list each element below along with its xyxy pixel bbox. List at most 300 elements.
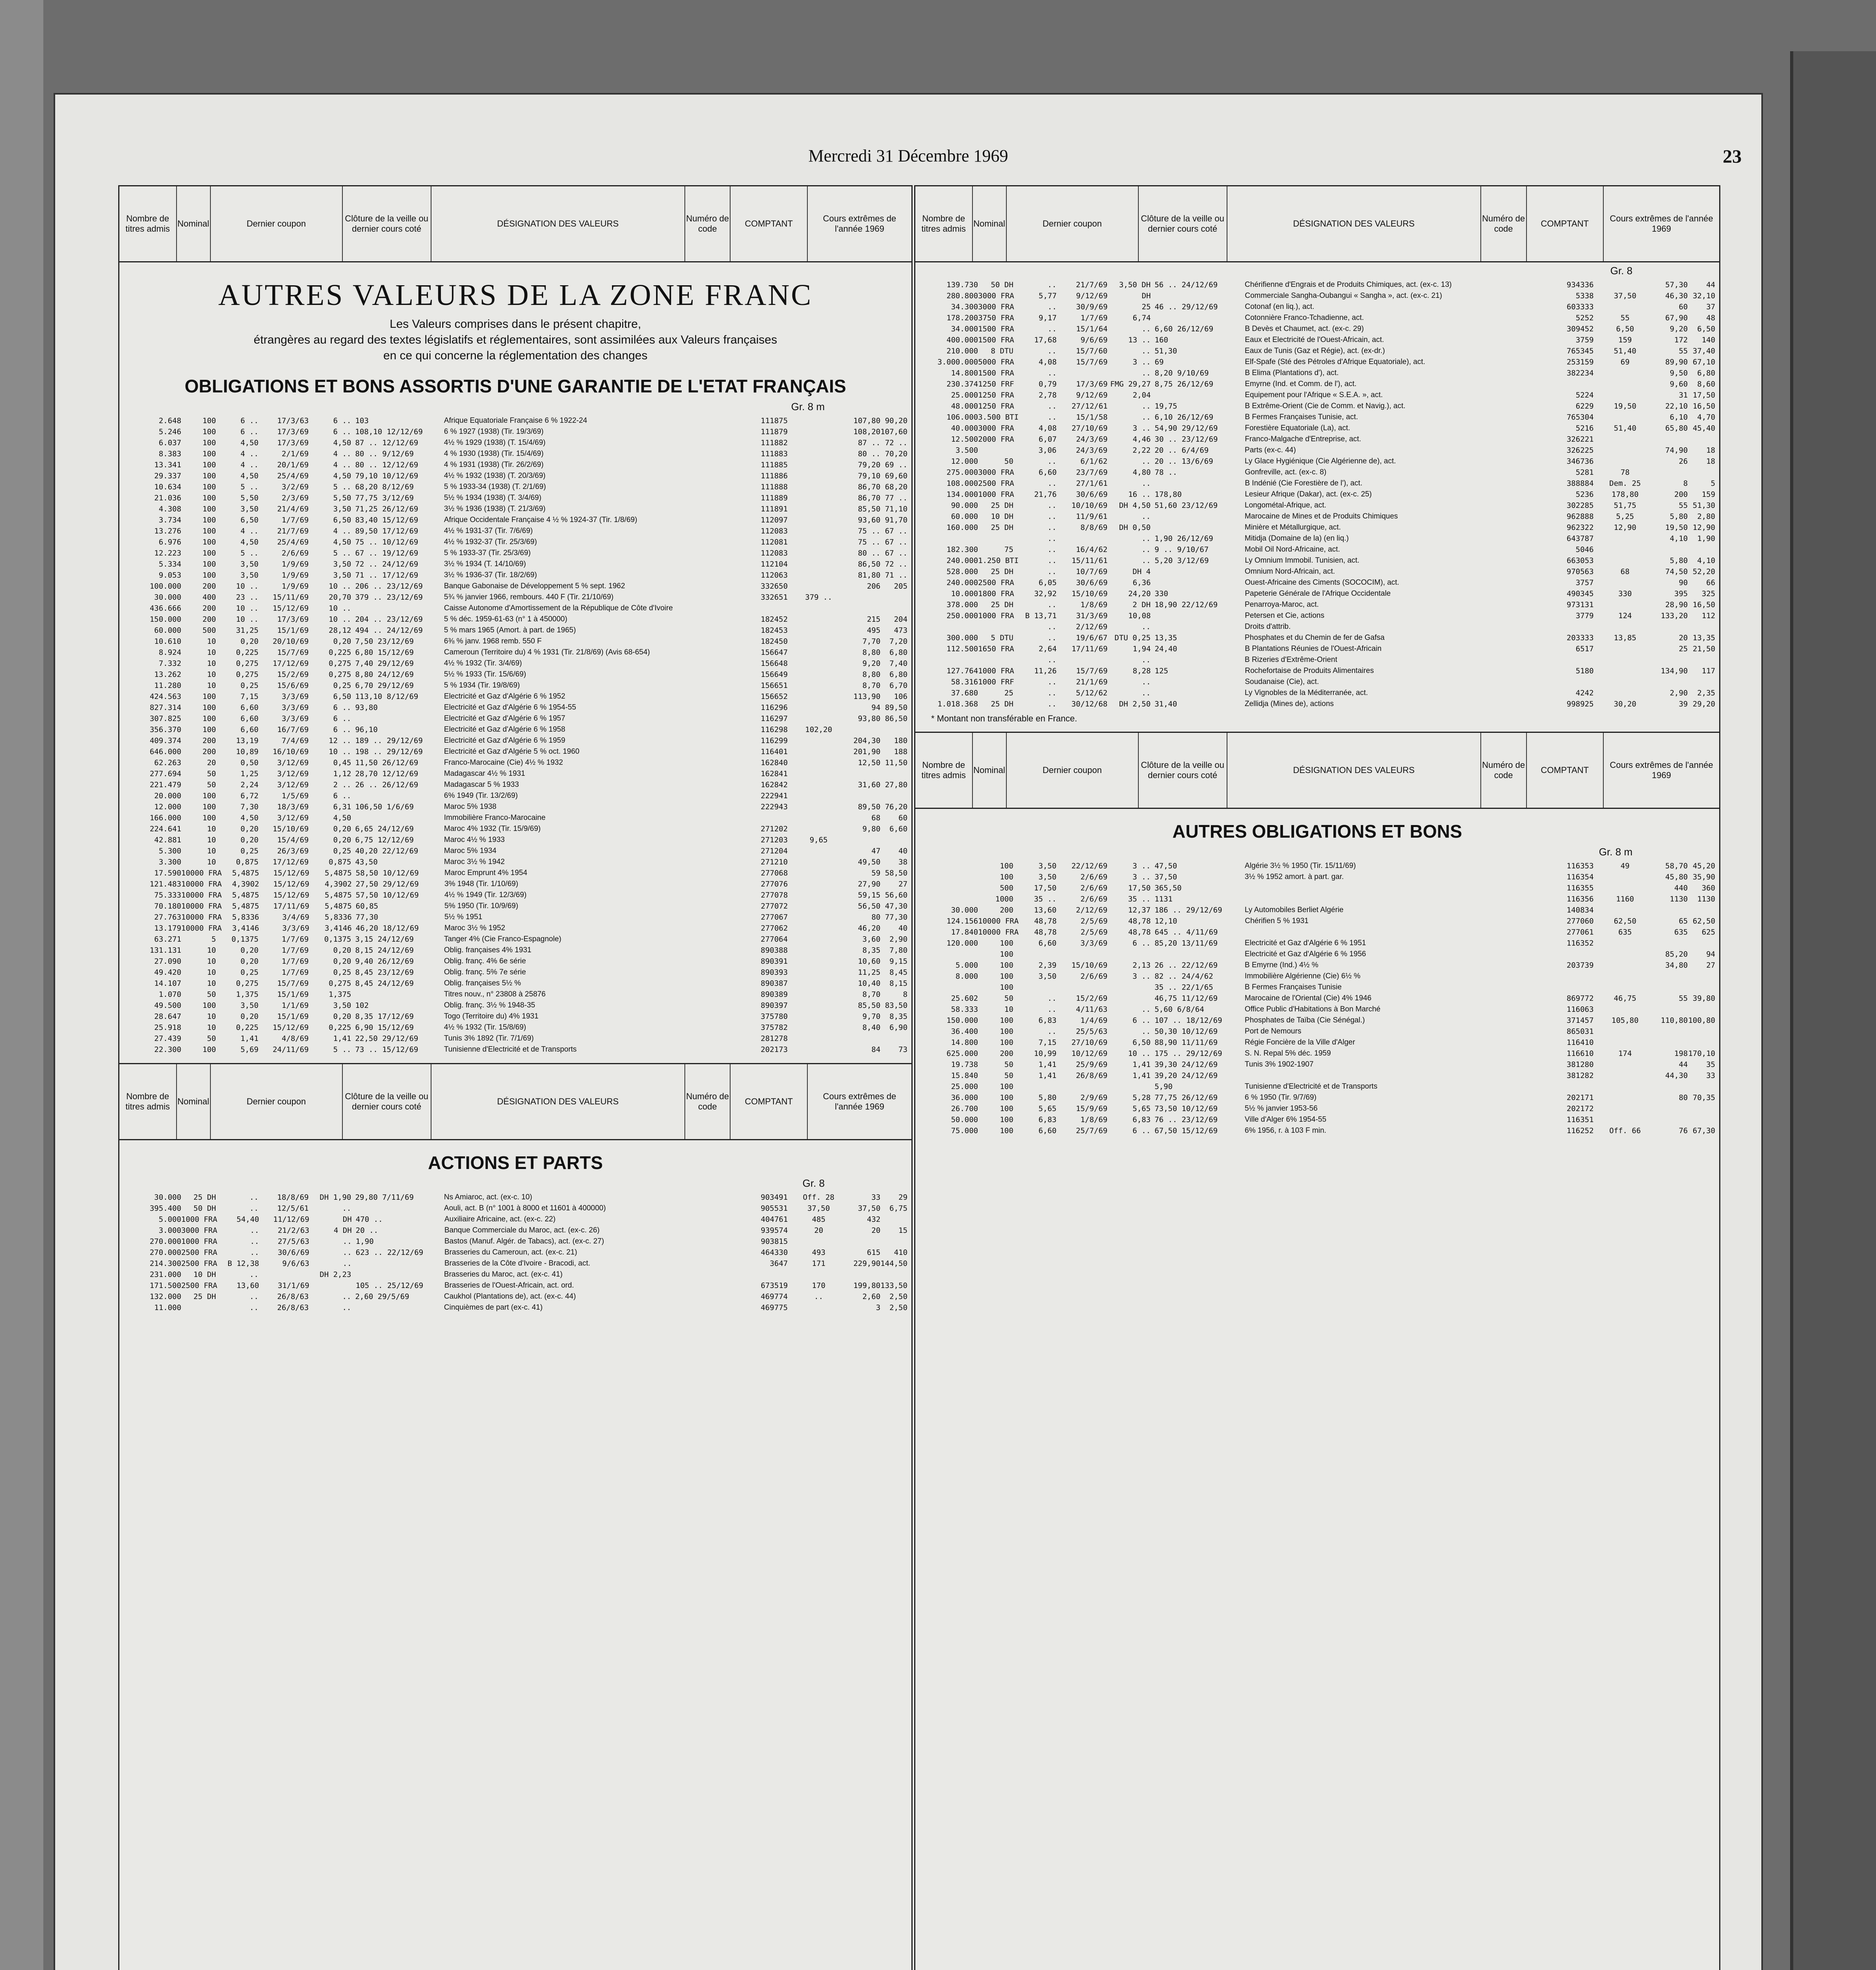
titres-cell: 37.680 bbox=[951, 689, 978, 697]
nominal-cell: 200 bbox=[202, 736, 216, 745]
designation-cell: Soudanaise (Cie), act. bbox=[1245, 678, 1319, 686]
cloture-cell: 125 bbox=[1155, 667, 1168, 675]
cloture-cell: 29,80 7/11/69 bbox=[355, 1193, 414, 1202]
date-detach-cell: 2/12/69 bbox=[1076, 906, 1108, 914]
date-detach-cell: 15/1/69 bbox=[277, 626, 309, 635]
date-detach-cell: 30/6/69 bbox=[1076, 490, 1108, 499]
montant-prel-cell: DTU 0,25 bbox=[1114, 634, 1151, 642]
code-cell: 277061 bbox=[1566, 928, 1594, 937]
code-cell: 6517 bbox=[1575, 645, 1594, 653]
nominal-cell: 10 bbox=[207, 836, 216, 844]
plus-haut-cell: 89,90 bbox=[1665, 358, 1688, 366]
nominal-cell: 10 DH bbox=[193, 1270, 216, 1279]
designation-cell bbox=[1245, 1070, 1547, 1081]
nominal-cell: 10 bbox=[207, 847, 216, 855]
nominal-cell: 100 bbox=[202, 483, 216, 491]
designation-cell: 5 % 1933-34 (1938) (T. 2/1/69) bbox=[444, 483, 546, 491]
table-row bbox=[123, 592, 907, 603]
table-row bbox=[123, 790, 907, 801]
plus-bas-cell: 8,35 bbox=[889, 1012, 908, 1021]
date-detach-cell: 2/1/69 bbox=[281, 450, 309, 458]
montant-prel-cell: .. bbox=[1142, 545, 1151, 554]
plus-bas-cell: 9,15 bbox=[889, 957, 908, 966]
date-detach-cell: 17/3/69 bbox=[277, 615, 309, 624]
titres-cell: 280.800 bbox=[946, 292, 978, 300]
montant-global-cell: 6,05 bbox=[1038, 578, 1057, 587]
table-row bbox=[919, 1103, 1715, 1114]
designation-cell: Régie Foncière de la Ville d'Alger bbox=[1244, 1038, 1355, 1046]
code-cell bbox=[1547, 621, 1593, 632]
designation-cell: Tunisienne d'Electricité et de Transports bbox=[444, 1045, 577, 1054]
header-dernier-coupon: Dernier coupon bbox=[211, 1064, 343, 1139]
titres-cell: 240.000 bbox=[946, 578, 978, 587]
comptant-cell: 46,75 bbox=[1614, 994, 1636, 1003]
table-row bbox=[123, 448, 907, 459]
plus-haut-cell: 3 bbox=[876, 1303, 881, 1312]
plus-bas-cell: 6,50 bbox=[1697, 325, 1716, 333]
titres-cell: 132.000 bbox=[149, 1292, 182, 1301]
cloture-cell: 189 .. 29/12/69 bbox=[355, 736, 423, 745]
code-cell: 643787 bbox=[1566, 534, 1594, 543]
code-cell: 112104 bbox=[760, 560, 788, 569]
header-nominal: Nominal bbox=[177, 186, 211, 261]
table-row bbox=[123, 801, 907, 812]
table-row bbox=[123, 426, 907, 437]
comptant-cell: 20 bbox=[814, 1226, 824, 1235]
designation-cell: Eaux de Tunis (Gaz et Régie), act. (ex-dr.) bbox=[1244, 347, 1385, 355]
nominal-cell: 100 bbox=[202, 549, 216, 558]
plus-haut-cell: 110,80 bbox=[1660, 1016, 1688, 1025]
code-cell: 116353 bbox=[1566, 862, 1594, 870]
cloture-cell: 6,90 15/12/69 bbox=[355, 1023, 414, 1032]
nominal-cell: 1000 FRA bbox=[978, 667, 1014, 675]
code-cell: 222943 bbox=[760, 803, 788, 811]
montant-global-cell: 0,20 bbox=[240, 946, 259, 955]
montant-prel-cell: 48,78 bbox=[1128, 928, 1151, 937]
cloture-cell bbox=[1151, 312, 1245, 323]
table-row bbox=[123, 779, 907, 790]
code-cell: 116356 bbox=[1566, 895, 1594, 903]
table-row bbox=[919, 938, 1715, 949]
titres-cell: 307.825 bbox=[149, 714, 182, 723]
plus-haut-cell: 9,80 bbox=[862, 825, 881, 833]
comptant-cell bbox=[1594, 621, 1657, 632]
date-detach-cell: 2/5/69 bbox=[1080, 917, 1108, 926]
montant-prel-cell: 0,25 bbox=[333, 681, 351, 690]
montant-global-cell: 4,50 bbox=[240, 472, 259, 480]
nominal-cell: 10 bbox=[207, 979, 216, 988]
table-row bbox=[123, 834, 907, 846]
plus-bas-cell: 2,35 bbox=[1697, 689, 1715, 697]
montant-global-cell: 1,375 bbox=[236, 990, 259, 999]
date-detach-cell: 1/1/69 bbox=[281, 1001, 309, 1010]
table-row bbox=[123, 1302, 907, 1313]
table-row bbox=[123, 492, 907, 504]
montant-global-cell: 6,60 bbox=[1038, 1126, 1057, 1135]
plus-haut-cell: 134,90 bbox=[1660, 667, 1688, 675]
date-detach-cell: 31/3/69 bbox=[1076, 611, 1108, 620]
comptant-cell bbox=[1594, 1026, 1657, 1037]
designation-cell: Brasseries de l'Ouest-Africain, act. ord. bbox=[444, 1281, 574, 1290]
cloture-cell: 68,20 8/12/69 bbox=[355, 483, 414, 491]
comptant-cell bbox=[1594, 434, 1657, 445]
montant-prel-cell: .. bbox=[1142, 325, 1151, 333]
montant-prel-cell: DH 2,23 bbox=[320, 1270, 351, 1279]
cloture-cell: 67 .. 19/12/69 bbox=[355, 549, 418, 558]
titres-cell: 13.179 bbox=[154, 924, 181, 933]
table-row bbox=[919, 566, 1715, 577]
designation-cell: 5 % déc. 1959-61-63 (n° 1 à 450000) bbox=[444, 615, 567, 623]
nominal-cell: 200 bbox=[202, 747, 216, 756]
code-cell: 5338 bbox=[1575, 292, 1594, 300]
nominal-cell: 10 bbox=[207, 825, 216, 833]
nominal-cell: 10 bbox=[207, 968, 216, 977]
designation-cell: Marocaine de Mines et de Produits Chimiques bbox=[1244, 512, 1398, 520]
code-cell: 116298 bbox=[760, 725, 788, 734]
cloture-cell: 102 bbox=[355, 1001, 369, 1010]
montant-global-cell: .. bbox=[1047, 600, 1057, 609]
montant-prel-cell: 12 .. bbox=[329, 736, 351, 745]
montant-global-cell: 5,4875 bbox=[232, 869, 259, 877]
nominal-cell: 100 bbox=[1000, 1038, 1013, 1047]
nominal-cell: 10 DH bbox=[991, 512, 1013, 521]
comptant-cell bbox=[788, 559, 850, 570]
date-detach-cell: 10/7/69 bbox=[1076, 567, 1108, 576]
designation-cell: Caisse Autonome d'Amortissement de la République de Côte d'Ivoire bbox=[444, 604, 673, 612]
montant-prel-cell: 0,225 bbox=[329, 648, 351, 657]
designation-cell: Oblig. franç. 4% 6e série bbox=[444, 957, 526, 965]
plus-haut-cell: 635 bbox=[1674, 928, 1688, 937]
montant-prel-cell: .. bbox=[1142, 1027, 1151, 1036]
left-column-header bbox=[119, 186, 911, 262]
plus-haut-cell: 172 bbox=[1674, 336, 1688, 344]
montant-global-cell: .. bbox=[1047, 545, 1057, 554]
montant-global-cell: 3,50 bbox=[240, 560, 259, 569]
designation-cell: Office Public d'Habitations à Bon Marché bbox=[1244, 1005, 1381, 1013]
designation-cell: 5 % 1934 (Tir. 19/8/69) bbox=[444, 681, 520, 690]
plus-bas-cell bbox=[1688, 1026, 1715, 1037]
designation-cell: B Indénié (Cie Forestière de l'), act. bbox=[1245, 479, 1363, 487]
plus-haut-cell: 107,80 bbox=[853, 416, 881, 425]
montant-global-cell: 5,69 bbox=[240, 1045, 259, 1054]
code-cell: 156649 bbox=[760, 670, 788, 679]
cloture-cell: 80 .. 9/12/69 bbox=[355, 450, 414, 458]
nominal-cell: 100 bbox=[202, 461, 216, 469]
designation-cell: Mobil Oil Nord-Africaine, act. bbox=[1244, 545, 1340, 554]
plus-bas-cell: 51,30 bbox=[1692, 501, 1715, 510]
plus-haut-cell: 9,70 bbox=[862, 1012, 881, 1021]
plus-bas-cell: 45,20 bbox=[1692, 862, 1715, 870]
plus-haut-cell: 74,50 bbox=[1665, 567, 1688, 576]
cloture-cell: 20 .. 6/4/69 bbox=[1155, 446, 1209, 455]
date-detach-cell bbox=[1056, 654, 1107, 665]
date-detach-cell: 15/1/64 bbox=[1076, 325, 1108, 333]
titres-cell: 70.180 bbox=[154, 902, 181, 911]
cloture-cell: 6,80 15/12/69 bbox=[355, 648, 414, 657]
designation-cell: Ville d'Alger 6% 1954-55 bbox=[1244, 1115, 1327, 1124]
code-cell: 890389 bbox=[760, 990, 788, 999]
cloture-cell: 645 .. 4/11/69 bbox=[1155, 928, 1218, 937]
code-cell: 962888 bbox=[1566, 512, 1594, 521]
nominal-cell: 10000 FRA bbox=[978, 917, 1019, 926]
montant-prel-cell: 0,25 bbox=[333, 847, 351, 855]
designation-cell: 5½ % 1951 bbox=[444, 913, 483, 921]
titres-cell: 11.000 bbox=[154, 1303, 182, 1312]
montant-prel-cell: FMG 29,27 bbox=[1110, 380, 1151, 388]
montant-prel-cell: 6 .. bbox=[333, 703, 351, 712]
cloture-cell: 56 .. 24/12/69 bbox=[1155, 281, 1218, 289]
nominal-cell: 100 bbox=[202, 692, 216, 701]
header-comptant: COMPTANT bbox=[1527, 733, 1604, 808]
montant-prel-cell: .. bbox=[342, 1248, 352, 1257]
plus-haut-cell bbox=[850, 724, 880, 735]
table-row bbox=[123, 680, 907, 691]
montant-global-cell: 2,24 bbox=[240, 781, 259, 789]
date-detach-cell: 15/7/69 bbox=[1076, 667, 1108, 675]
table-row bbox=[919, 643, 1715, 654]
date-detach-cell: 20/10/69 bbox=[272, 637, 309, 646]
table-row bbox=[919, 467, 1715, 478]
designation-cell: Electricité et Gaz d'Algérie 6 % 1957 bbox=[444, 714, 565, 723]
designation-cell: 6 % 1950 (Tir. 9/7/69) bbox=[1244, 1093, 1316, 1102]
date-detach-cell: 18/8/69 bbox=[277, 1193, 309, 1202]
nominal-cell: 100 bbox=[1000, 939, 1013, 948]
designation-cell: Maroc 4% 1932 (Tir. 15/9/69) bbox=[444, 825, 541, 833]
nominal-cell: 100 bbox=[202, 703, 216, 712]
date-detach-cell: 25/5/63 bbox=[1076, 1027, 1108, 1036]
nominal-cell: 1000 FRA bbox=[978, 611, 1014, 620]
code-cell: 869772 bbox=[1566, 994, 1594, 1003]
montant-prel-cell: 4,3902 bbox=[325, 880, 352, 888]
nominal-cell: 10000 FRA bbox=[181, 891, 222, 900]
titres-cell: 17.590 bbox=[154, 869, 181, 877]
montant-prel-cell: 1,12 bbox=[333, 769, 351, 778]
designation-cell: Madagascar 4½ % 1931 bbox=[444, 769, 525, 778]
plus-bas-cell: 90,20 bbox=[885, 416, 908, 425]
cloture-cell: 51,60 23/12/69 bbox=[1155, 501, 1218, 510]
comptant-cell: 6,50 bbox=[1616, 325, 1634, 333]
designation-cell bbox=[1245, 927, 1547, 938]
cloture-cell: 76 .. 23/12/69 bbox=[1155, 1115, 1218, 1124]
plus-haut-cell: 80 bbox=[871, 913, 881, 922]
montant-prel-cell: 3,50 DH bbox=[1119, 281, 1151, 289]
plus-haut-cell: 10,60 bbox=[858, 957, 881, 966]
code-cell: 116410 bbox=[1566, 1038, 1594, 1047]
table-row bbox=[919, 577, 1715, 588]
comptant-cell bbox=[788, 735, 850, 746]
table-row bbox=[919, 555, 1715, 566]
table-row bbox=[123, 1033, 907, 1044]
montant-global-cell: 3,50 bbox=[1038, 972, 1057, 981]
designation-cell: Ns Amiaroc, act. (ex-c. 10) bbox=[444, 1193, 532, 1201]
nominal-cell: 1500 FRA bbox=[978, 325, 1014, 333]
montant-global-cell: 5,4875 bbox=[232, 891, 259, 900]
plus-bas-cell: 72 .. bbox=[885, 560, 908, 569]
comptant-cell bbox=[788, 548, 850, 559]
titres-cell: 7.332 bbox=[158, 659, 182, 668]
montant-global-cell: 1,25 bbox=[240, 769, 259, 778]
titres-cell bbox=[919, 894, 978, 905]
nominal-cell: 100 bbox=[1000, 1082, 1013, 1091]
montant-prel-cell: .. bbox=[342, 1204, 351, 1213]
montant-prel-cell: 6,83 bbox=[1132, 1115, 1151, 1124]
comptant-cell bbox=[788, 901, 850, 912]
comptant-cell: 330 bbox=[1618, 589, 1632, 598]
table-row bbox=[123, 1258, 907, 1269]
montant-prel-cell: 1,41 bbox=[1132, 1060, 1151, 1069]
plus-haut-cell: 85,50 bbox=[858, 505, 881, 513]
designation-cell: Forestière Equatoriale (La), act. bbox=[1245, 424, 1350, 432]
cloture-cell: 35 .. 22/1/65 bbox=[1155, 983, 1213, 992]
date-detach-cell: 3/3/69 bbox=[281, 703, 309, 712]
plus-haut-cell: 8,70 bbox=[862, 681, 881, 690]
comptant-cell: 485 bbox=[812, 1215, 826, 1224]
designation-cell: Cameroun (Territoire du) 4 % 1931 (Tir. 21/8/69) (Avis 68-654) bbox=[444, 648, 650, 656]
date-detach-cell: 7/4/69 bbox=[281, 736, 309, 745]
intro-line: en ce qui concerne la réglementation des changes bbox=[383, 349, 648, 362]
comptant-cell bbox=[788, 526, 850, 537]
cloture-cell: 89,50 17/12/69 bbox=[355, 527, 418, 535]
plus-haut-cell: 2,90 bbox=[1670, 689, 1688, 697]
date-detach-cell: 9/12/69 bbox=[1076, 292, 1108, 300]
titres-cell: 28.647 bbox=[154, 1012, 182, 1021]
designation-cell: S. N. Repal 5% déc. 1959 bbox=[1244, 1049, 1331, 1057]
plus-bas-cell: 159 bbox=[1701, 490, 1716, 499]
date-detach-cell: 9/6/69 bbox=[1080, 336, 1108, 344]
date-detach-cell: 1/9/69 bbox=[281, 582, 309, 591]
plus-haut-cell bbox=[1657, 544, 1688, 555]
plus-bas-cell bbox=[880, 1236, 907, 1247]
montant-prel-cell: 0,20 bbox=[333, 1012, 351, 1021]
plus-haut-cell: 86,70 bbox=[858, 494, 881, 502]
titres-cell: 395.400 bbox=[149, 1204, 182, 1213]
montant-global-cell: 4,50 bbox=[240, 814, 259, 822]
cloture-cell: 71 .. 17/12/69 bbox=[355, 571, 418, 580]
plus-bas-cell: 8,15 bbox=[889, 979, 908, 988]
montant-prel-cell: 25 bbox=[1142, 303, 1151, 311]
nominal-cell: 100 bbox=[1000, 1104, 1013, 1113]
table-row bbox=[919, 434, 1715, 445]
montant-prel-cell: 10 .. bbox=[329, 604, 351, 613]
nominal-cell: 10 bbox=[207, 957, 216, 966]
designation-cell: 5½ % 1934 (1938) (T. 3/4/69) bbox=[444, 494, 541, 502]
comptant-cell: 12,90 bbox=[1614, 523, 1636, 532]
plus-bas-cell: 37,40 bbox=[1692, 347, 1715, 355]
nominal-cell: 100 bbox=[202, 427, 216, 436]
table-row bbox=[919, 544, 1715, 555]
page-header bbox=[55, 146, 1761, 177]
montant-global-cell: .. bbox=[1047, 523, 1057, 532]
cloture-cell: 43,50 bbox=[355, 858, 378, 866]
montant-prel-cell: .. bbox=[1142, 347, 1151, 355]
plus-bas-cell: 13,35 bbox=[1692, 634, 1715, 642]
code-cell: 890397 bbox=[760, 1001, 788, 1010]
montant-prel-cell: 6 .. bbox=[333, 416, 351, 425]
date-detach-cell: 27/12/61 bbox=[1071, 402, 1108, 411]
code-cell: 277060 bbox=[1566, 917, 1594, 926]
plus-bas-cell: 325 bbox=[1701, 589, 1716, 598]
titres-cell: 182.300 bbox=[946, 545, 978, 554]
montant-prel-cell: 1,94 bbox=[1132, 645, 1151, 653]
nominal-cell: 500 bbox=[1000, 884, 1013, 892]
designation-cell: Chérifien 5 % 1931 bbox=[1245, 917, 1309, 925]
montant-global-cell: 1,41 bbox=[240, 1034, 259, 1043]
comptant-cell bbox=[788, 448, 850, 459]
montant-global-cell: .. bbox=[1047, 689, 1057, 697]
montant-prel-cell: 13 .. bbox=[1128, 336, 1151, 344]
plus-haut-cell: 47 bbox=[871, 847, 881, 855]
montant-global-cell: 6 .. bbox=[240, 416, 259, 425]
montant-global-cell: 3,50 bbox=[240, 571, 259, 580]
plus-haut-cell: 46,30 bbox=[1665, 292, 1688, 300]
table-row bbox=[919, 368, 1715, 379]
code-cell: 271204 bbox=[760, 847, 788, 855]
titres-cell: 277.694 bbox=[149, 769, 182, 778]
code-cell bbox=[742, 812, 788, 823]
plus-bas-cell: 32,10 bbox=[1692, 292, 1716, 300]
code-cell: 222941 bbox=[760, 792, 788, 800]
code-cell: 890391 bbox=[760, 957, 788, 966]
comptant-cell bbox=[1594, 905, 1657, 916]
date-detach-cell: 17/3/69 bbox=[277, 439, 309, 447]
comptant-cell bbox=[788, 504, 850, 515]
cloture-cell: 6,75 12/12/69 bbox=[355, 836, 414, 844]
plus-haut-cell bbox=[1657, 676, 1688, 688]
montant-global-cell: 4,50 bbox=[240, 538, 259, 546]
titres-cell: 13.262 bbox=[154, 670, 182, 679]
plus-bas-cell: 2,50 bbox=[889, 1292, 908, 1301]
table-row bbox=[919, 949, 1715, 960]
plus-bas-cell: 35,90 bbox=[1692, 873, 1715, 881]
code-cell: 277062 bbox=[760, 924, 788, 933]
cloture-cell: 1131 bbox=[1155, 895, 1173, 903]
table-row bbox=[123, 823, 907, 834]
date-detach-cell: 2/6/69 bbox=[1080, 873, 1108, 881]
nominal-cell: 100 bbox=[202, 571, 216, 580]
titres-cell: 63.271 bbox=[154, 935, 182, 944]
montant-global-cell: 4,08 bbox=[1038, 424, 1057, 433]
comptant-cell: 37,50 bbox=[807, 1204, 830, 1213]
designation-cell: Franco-Marocaine (Cie) 4½ % 1932 bbox=[444, 758, 563, 767]
montant-global-cell: 7,15 bbox=[1038, 1038, 1057, 1047]
montant-prel-cell: 0,20 bbox=[333, 637, 351, 646]
plus-haut-cell: 206 bbox=[867, 582, 881, 591]
plus-haut-cell: 9,20 bbox=[1670, 325, 1688, 333]
plus-haut-cell: 86,50 bbox=[858, 560, 881, 569]
montant-global-cell: 2,64 bbox=[1038, 645, 1057, 653]
actions-continued-table bbox=[915, 279, 1719, 710]
montant-prel-cell: DH 1,90 bbox=[320, 1193, 351, 1202]
cloture-cell: 30 .. 23/12/69 bbox=[1155, 435, 1218, 444]
date-detach-cell: 10/10/69 bbox=[1071, 501, 1108, 510]
titres-cell: 62.263 bbox=[154, 758, 182, 767]
designation-cell: Electricité et Gaz d'Algérie 6 % 1951 bbox=[1244, 939, 1366, 947]
nominal-cell: 100 bbox=[202, 527, 216, 535]
montant-global-cell: .. bbox=[249, 1204, 259, 1213]
montant-global-cell: 54,40 bbox=[236, 1215, 259, 1224]
table-row bbox=[123, 481, 907, 492]
cloture-cell: 18,90 22/12/69 bbox=[1155, 600, 1218, 609]
table-row bbox=[919, 654, 1715, 665]
cloture-cell bbox=[1151, 949, 1245, 960]
header-dernier-coupon: Dernier coupon bbox=[1007, 733, 1139, 808]
cloture-cell: 1,90 bbox=[355, 1237, 374, 1246]
cloture-cell: 7,40 29/12/69 bbox=[355, 659, 414, 668]
table-row bbox=[919, 621, 1715, 632]
date-detach-cell: 17/3/69 bbox=[1076, 380, 1108, 388]
montant-prel-cell: 6 .. bbox=[333, 714, 351, 723]
header-cloture: Clôture de la veille ou dernier cours coté bbox=[1139, 733, 1227, 808]
